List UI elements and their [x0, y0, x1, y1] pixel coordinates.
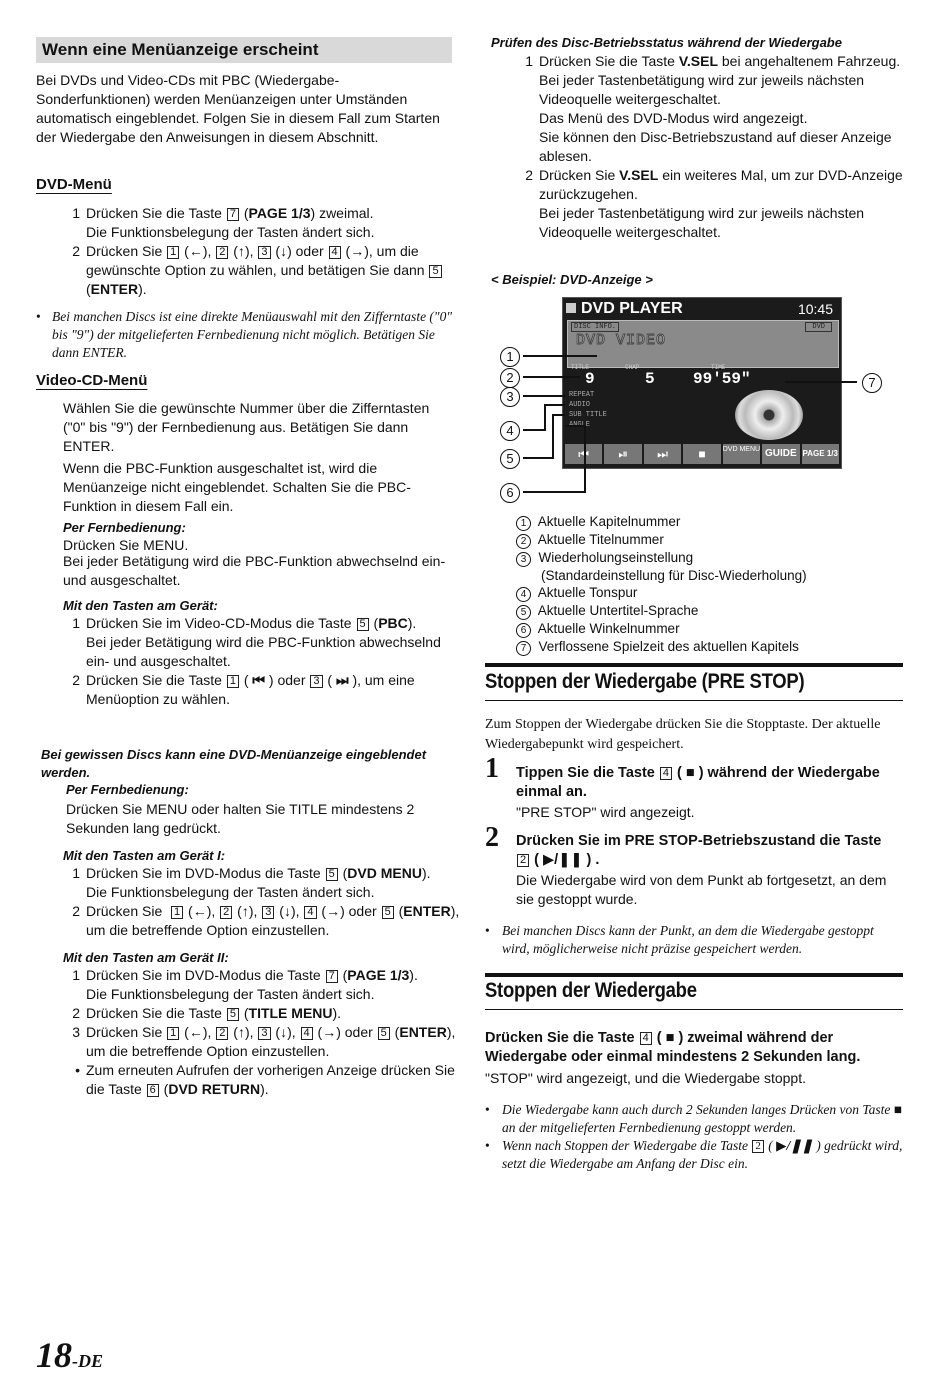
- stop-icon: ■: [683, 444, 720, 464]
- repeat-label: REPEAT: [569, 391, 595, 399]
- prestop-step-2-number: 2: [485, 822, 499, 853]
- prestop-rule-bottom: [485, 700, 903, 701]
- stop-rule-bottom: [485, 1009, 903, 1010]
- stop-note-2: • Wenn nach Stoppen der Wiedergabe die Taste 2 ( ▶/❚❚ ) gedrückt wird, setzt die Wiedergabe am Anfang der Disc ein.: [485, 1138, 903, 1171]
- callout-6: 6: [500, 483, 520, 503]
- vcd-paragraph-2: Wenn die PBC-Funktion ausgeschaltet ist, wird die Menüanzeige nicht eingeblendet. Schalten Sie die PBC-Funktion in diesem Fall ein.: [63, 460, 411, 514]
- device-1-label: Mit den Tasten am Gerät I:: [63, 848, 226, 863]
- device-2-steps: 1 Drücken Sie im DVD-Modus die Taste 7 (PAGE 1/3). Die Funktionsbelegung der Tasten ändert sich. 2 Drücken Sie die Taste 5 (TITLE MENU). 3 Drücken Sie 1 (←), 2 (↑), 3 (↓), 4 (→) oder 5 (ENTER), um die betreffende Option einzustellen. • Zum erneuten Aufrufen der vorherigen Anzeige drücken Sie die Taste 6 (DVD RETURN).: [72, 967, 456, 1097]
- prestop-step-2-result: Die Wiedergabe wird von dem Punkt ab fortgesetzt, an dem sie gestoppt wurde.: [516, 872, 887, 907]
- screen-guide-button: GUIDE: [762, 444, 799, 464]
- title-value: 9: [585, 370, 595, 388]
- play-pause-icon: ⏯: [604, 444, 641, 464]
- dvd-menu-note: • Bei manchen Discs ist eine direkte Menüauswahl mit den Zifferntaste ("0" bis "9") der mitgelieferten Fernbedienung nicht möglich. Betätigen Sie dann ENTER.: [36, 308, 456, 362]
- disc-info-label: DISC INFO.: [571, 322, 619, 332]
- prestop-title: Stoppen der Wiedergabe (PRE STOP): [485, 670, 805, 693]
- legend-item-7: 7 Verflossene Spielzeit des aktuellen Kapitels: [516, 638, 916, 656]
- status-steps: 1 Drücken Sie die Taste V.SEL bei angehaltenem Fahrzeug. Bei jeder Tastenbetätigung wird zur jeweils nächsten Videoquelle weitergeschaltet. Das Menü des DVD-Modus wird angezeigt. Sie können den Disc-Betriebszustand auf dieser Anzeige ablesen. 2 Drücken Sie V.SEL ein weiteres Mal, um zur DVD-Anzeige zurückzugehen. Bei jeder Tastenbetätigung wird zur jeweils nächsten Videoquelle weitergeschaltet.: [525, 53, 903, 240]
- title-label: TITLE: [571, 364, 590, 371]
- prestop-note-text: Bei manchen Discs kann der Punkt, an dem die Wiedergabe gestoppt wird, möglicherweise nicht präzise gespeichert werden.: [502, 923, 874, 956]
- prestop-step-1-result: "PRE STOP" wird angezeigt.: [516, 804, 695, 820]
- disc-name: DVD VIDEO: [576, 332, 667, 349]
- dvd-notice: Bei gewissen Discs kann eine DVD-Menüanzeige eingeblendet werden.: [41, 747, 427, 780]
- stop-title: Stoppen der Wiedergabe: [485, 979, 697, 1002]
- prestop-rule-top: [485, 663, 903, 667]
- legend-item-3: 3 Wiederholungseinstellung: [516, 549, 916, 567]
- subtitle-label: SUB TITLE: [569, 411, 607, 419]
- example-label: < Beispiel: DVD-Anzeige >: [491, 272, 653, 287]
- prestop-step-2: Drücken Sie im PRE STOP-Betriebszustand die Taste 2 ( ▶/❚❚ ) .: [516, 833, 882, 868]
- legend-item-1: 1 Aktuelle Kapitelnummer: [516, 513, 916, 531]
- chap-value: 5: [645, 370, 655, 388]
- callout-lines: [495, 340, 905, 510]
- callout-7: 7: [862, 373, 882, 393]
- page-number-suffix: -DE: [72, 1351, 103, 1371]
- page-number: [36, 1334, 103, 1376]
- screen-page-button: PAGE 1/3: [802, 444, 839, 464]
- next-chapter-icon: ⏭: [644, 444, 681, 464]
- legend-item-2: 2 Aktuelle Titelnummer: [516, 531, 916, 549]
- device-2-label: Mit den Tasten am Gerät II:: [63, 950, 229, 965]
- legend-item-3-detail: (Standardeinstellung für Disc-Wiederholung): [541, 568, 807, 583]
- screen-header-label: DVD PLAYER: [581, 300, 683, 317]
- menu-intro: Bei DVDs und Video-CDs mit PBC (Wiedergabe-Sonderfunktionen) werden Menüanzeigen unter Umständen automatisch eingeblendet. Folgen Sie in diesem Fall zum Starten der Wiedergabe den Anweisungen in diesem Abschnitt.: [36, 72, 440, 145]
- dvd-menu-title: DVD-Menü: [36, 176, 112, 193]
- prestop-intro: Zum Stoppen der Wiedergabe drücken Sie die Stopptaste. Der aktuelle Wiedergabepunkt wird gespeichert.: [485, 717, 881, 752]
- dvd-notice-remote-text: Drücken Sie MENU oder halten Sie TITLE mindestens 2 Sekunden lang gedrückt.: [66, 801, 415, 836]
- status-title: Prüfen des Disc-Betriebsstatus während der Wiedergabe: [491, 35, 842, 50]
- prestop-step-1: Tippen Sie die Taste 4 ( ■ ) während der Wiedergabe einmal an.: [516, 765, 880, 800]
- dvd-menu-steps: 1 Drücken Sie die Taste 7 (PAGE 1/3) zweimal. Die Funktionsbelegung der Tasten ändert sich. 2 Drücken Sie 1 (←), 2 (↑), 3 (↓) oder 4 (→), um die gewünschte Option zu wählen, und betätigen Sie dann 5 (ENTER).: [60, 204, 450, 299]
- stop-notes: [485, 1101, 903, 1173]
- legend-item-6: 6 Aktuelle Winkelnummer: [516, 620, 916, 638]
- time-label: TIME: [711, 364, 726, 371]
- screen-header: [566, 300, 683, 318]
- prestop-note: • Bei manchen Discs kann der Punkt, an dem die Wiedergabe gestoppt wird, möglicherweise nicht präzise gespeichert werden.: [485, 922, 903, 958]
- vcd-menu-title: Video-CD-Menü: [36, 372, 148, 389]
- stop-rule-top: [485, 973, 903, 977]
- callout-3: 3: [500, 387, 520, 407]
- time-value: 99'59": [693, 370, 751, 388]
- vcd-remote-line-1: Drücken Sie MENU.: [63, 537, 189, 553]
- legend-item-5: 5 Aktuelle Untertitel-Sprache: [516, 602, 916, 620]
- dvd-tag: DVD: [805, 322, 832, 332]
- stop-result: "STOP" wird angezeigt, und die Wiedergabe stoppt.: [485, 1070, 806, 1086]
- dvd-notice-remote-label: Per Fernbedienung:: [66, 782, 189, 797]
- vcd-device-label: Mit den Tasten am Gerät:: [63, 598, 218, 613]
- callout-2: 2: [500, 368, 520, 388]
- stop-note-1: • Die Wiedergabe kann auch durch 2 Sekunden langes Drücken von Taste ■ an der mitgelieferten Fernbedienung gestoppt werden.: [485, 1102, 902, 1135]
- legend-item-4: 4 Aktuelle Tonspur: [516, 584, 916, 602]
- vcd-remote-label: Per Fernbedienung:: [63, 520, 186, 535]
- stop-instruction: Drücken Sie die Taste 4 ( ■ ) zweimal während der Wiedergabe oder einmal mindestens 2 Sekunden lang.: [485, 1030, 861, 1065]
- prev-chapter-icon: ⏮: [565, 444, 602, 464]
- screen-clock: 10:45: [797, 301, 833, 317]
- legend: [516, 513, 916, 656]
- screen-menu-button: DVD MENU: [723, 444, 760, 464]
- device-1-steps: 1 Drücken Sie im DVD-Modus die Taste 5 (DVD MENU). Die Funktionsbelegung der Tasten ändert sich. 2 Drücken Sie 1 (←), 2 (↑), 3 (↓), 4 (→) oder 5 (ENTER), um die betreffende Option einzustellen.: [72, 865, 460, 938]
- dvd-menu-note-text: Bei manchen Discs ist eine direkte Menüauswahl mit den Zifferntaste ("0" bis "9") der mitgelieferten Fernbedienung nicht möglich. Betätigen Sie dann ENTER.: [52, 309, 453, 360]
- page-number-digits: 18: [36, 1335, 72, 1375]
- callout-5: 5: [500, 449, 520, 469]
- vcd-paragraph-1: Wählen Sie die gewünschte Nummer über die Zifferntasten ("0" bis "9") der Fernbedienung aus. Betätigen Sie dann ENTER.: [63, 400, 430, 454]
- callout-4: 4: [500, 421, 520, 441]
- angle-label: ANGLE: [569, 421, 591, 429]
- callout-1: 1: [500, 347, 520, 367]
- vcd-remote-line-2: Bei jeder Betätigung wird die PBC-Funktion abwechselnd ein- und ausgeschaltet.: [63, 553, 446, 588]
- menu-section-title: Wenn eine Menüanzeige erscheint: [36, 37, 452, 63]
- chap-label: CHAP: [625, 364, 640, 371]
- prestop-step-1-number: 1: [485, 753, 499, 784]
- audio-label: AUDIO: [569, 401, 591, 409]
- vcd-device-steps: 1 Drücken Sie im Video-CD-Modus die Taste 5 (PBC). Bei jeder Betätigung wird die PBC-Funktion abwechselnd ein- und ausgeschaltet. 2 Drücken Sie die Taste 1 ( ⏮ ) oder 3 ( ⏭ ), um eine Menüoption zu wählen.: [72, 615, 441, 707]
- screen-header-block-icon: [566, 303, 576, 313]
